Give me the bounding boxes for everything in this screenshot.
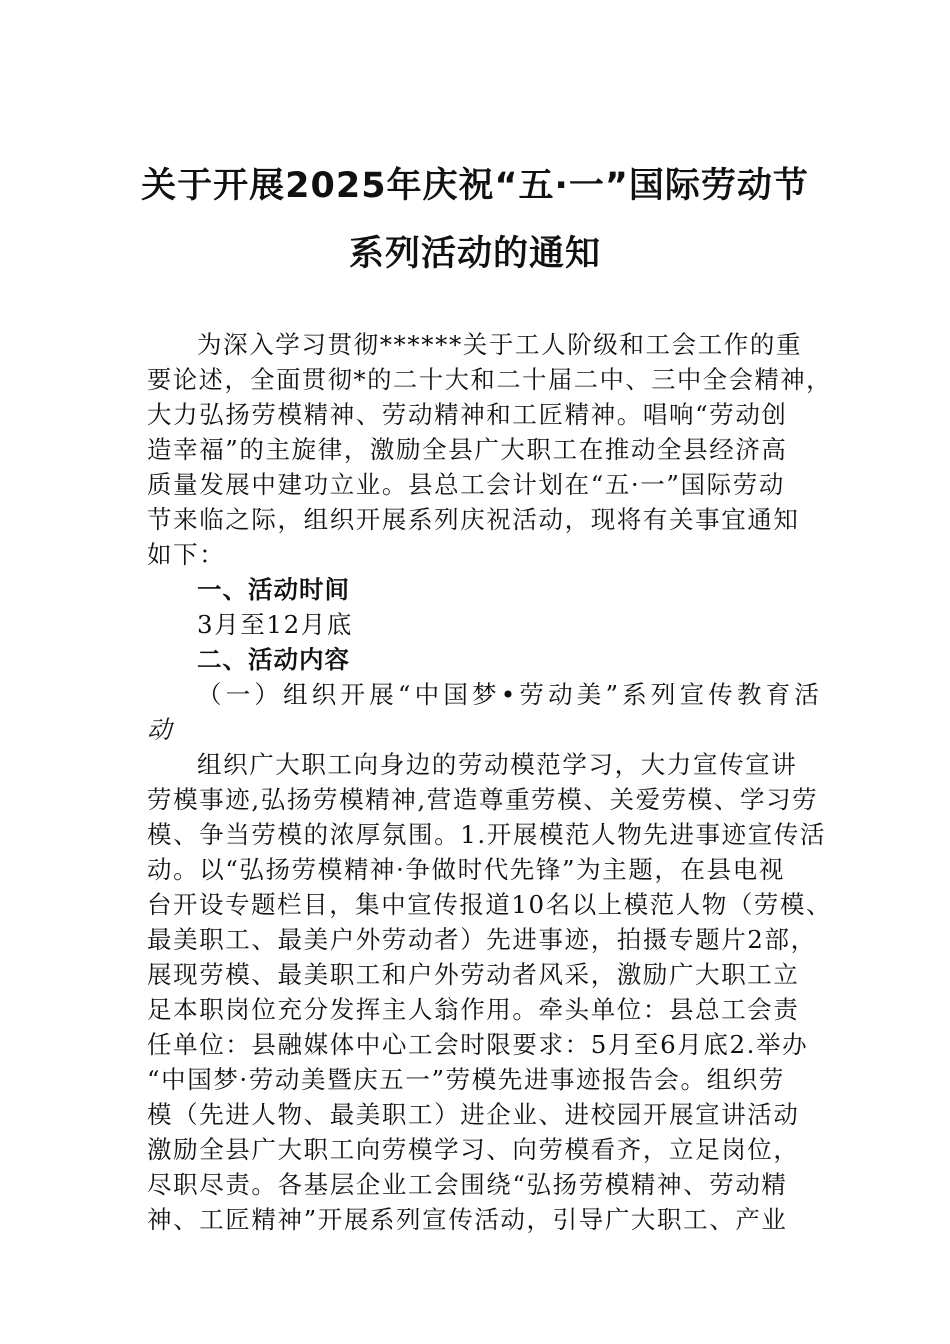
paragraph-line: 尽职尽责。各基层企业工会围绕“弘扬劳模精神、劳动精	[147, 1170, 788, 1199]
paragraph-line: 3月至12月底	[197, 610, 353, 639]
paragraph-line: 动。以“弘扬劳模精神·争做时代先锋”为主题，在县电视	[147, 855, 785, 884]
paragraph-line: 模（先进人物、最美职工）进企业、进校园开展宣讲活动	[147, 1100, 800, 1129]
paragraph-line: 足本职岗位充分发挥主人翁作用。牵头单位：县总工会责	[147, 995, 800, 1024]
paragraph-line: 劳模事迹,弘扬劳模精神,营造尊重劳模、关爱劳模、学习劳	[147, 785, 819, 814]
paragraph-line: 要论述，全面贯彻*的二十大和二十届二中、三中全会精神，	[147, 365, 832, 394]
paragraph-line: 质量发展中建功立业。县总工会计划在“五·一”国际劳动	[147, 470, 785, 499]
paragraph-line: “中国梦·劳动美暨庆五一”劳模先进事迹报告会。组织劳	[147, 1065, 785, 1094]
section-heading: 一、活动时间	[197, 575, 350, 604]
subsection-heading: 动	[147, 715, 174, 744]
paragraph-line: 如下：	[147, 540, 226, 569]
paragraph-line: 节来临之际，组织开展系列庆祝活动，现将有关事宜通知	[147, 505, 800, 534]
paragraph-line: 组织广大职工向身边的劳动模范学习，大力宣传宣讲	[197, 750, 798, 779]
section-heading: 二、活动内容	[197, 645, 350, 674]
paragraph-line: 造幸福”的主旋律，激励全县广大职工在推动全县经济高	[147, 435, 788, 464]
subsection-heading: （一）组织开展“中国梦•劳动美”系列宣传教育活	[197, 680, 824, 709]
paragraph-line: 激励全县广大职工向劳模学习、向劳模看齐，立足岗位，	[147, 1135, 800, 1164]
paragraph-line: 展现劳模、最美职工和户外劳动者风采，激励广大职工立	[147, 960, 800, 989]
paragraph-line: 最美职工、最美户外劳动者）先进事迹，拍摄专题片2部，	[147, 925, 817, 954]
paragraph-line: 模、争当劳模的浓厚氛围。1.开展模范人物先进事迹宣传活	[147, 820, 827, 849]
paragraph-line: 神、工匠精神”开展系列宣传活动，引导广大职工、产业	[147, 1205, 788, 1234]
paragraph-line: 台开设专题栏目，集中宣传报道10名以上模范人物（劳模、	[147, 890, 833, 919]
document-title-line-1: 关于开展2025年庆祝“五·一”国际劳动节	[141, 166, 809, 206]
paragraph-line: 大力弘扬劳模精神、劳动精神和工匠精神。唱响“劳动创	[147, 400, 788, 429]
document-title-line-2: 系列活动的通知	[348, 234, 601, 274]
paragraph-line: 为深入学习贯彻******关于工人阶级和工会工作的重	[197, 330, 803, 359]
paragraph-line: 任单位：县融媒体中心工会时限要求：5月至6月底2.举办	[147, 1030, 809, 1059]
